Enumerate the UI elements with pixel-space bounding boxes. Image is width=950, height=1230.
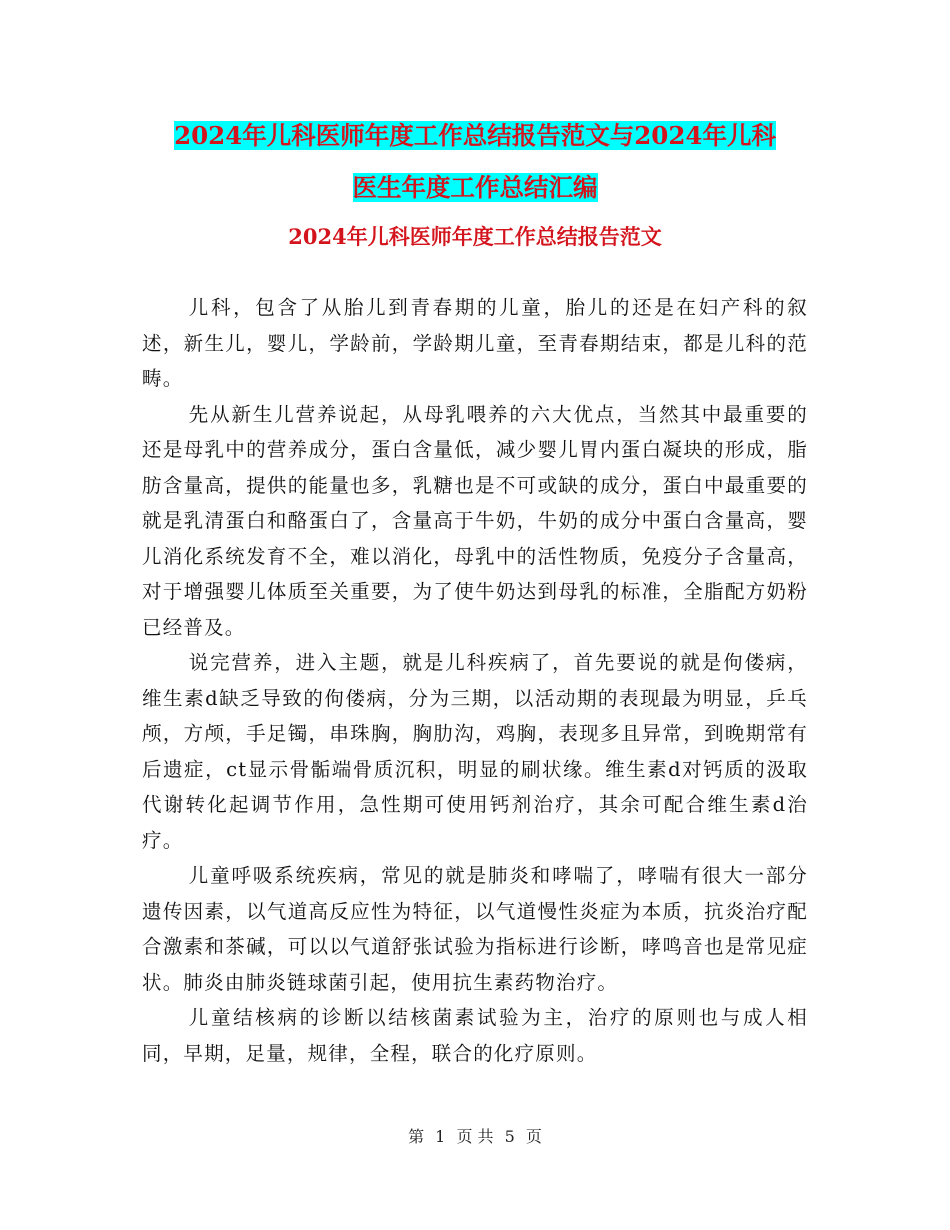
- paragraph-rickets: 说完营养，进入主题，就是儿科疾病了，首先要说的就是佝偻病，维生素d缺乏导致的佝偻病，分为三期，以活动期的表现最为明显，乒乓颅，方颅，手足镯，串珠胸，胸肋沟，鸡胸，表现多且异常，到晚期常有后遗症，ct显示骨骺端骨质沉积，明显的刷状缘。维生素d对钙质的汲取代谢转化起调节作用，急性期可使用钙剂治疗，其余可配合维生素d治疗。: [142, 651, 808, 852]
- footer-middle: 页 共: [456, 1127, 494, 1146]
- footer-total-pages: 5: [504, 1127, 515, 1146]
- paragraph-tuberculosis: 儿童结核病的诊断以结核菌素试验为主，治疗的原则也与成人相同，早期，足量，规律，全程，联合的化疗原则。: [142, 1006, 808, 1065]
- document-title-line2: 医生年度工作总结汇编: [352, 173, 598, 202]
- page-footer: [0, 1124, 950, 1147]
- document-body: [142, 290, 808, 1071]
- footer-suffix: 页: [525, 1127, 542, 1146]
- document-title-line1: 2024年儿科医师年度工作总结报告范文与2024年儿科: [174, 121, 776, 150]
- paragraph-respiratory: 儿童呼吸系统疾病，常见的就是肺炎和哮喘了，哮喘有很大一部分遗传因素，以气道高反应性为特征，以气道慢性炎症为本质，抗炎治疗配合激素和茶碱，可以以气道舒张试验为指标进行诊断，哮鸣音也是常见症状。肺炎由肺炎链球菌引起，使用抗生素药物治疗。: [142, 864, 808, 994]
- footer-prefix: 第: [408, 1127, 425, 1146]
- paragraph-intro: 儿科，包含了从胎儿到青春期的儿童，胎儿的还是在妇产科的叙述，新生儿，婴儿，学龄前，学龄期儿童，至青春期结束，都是儿科的范畴。: [142, 296, 808, 390]
- document-title: [140, 110, 810, 214]
- paragraph-nutrition: 先从新生儿营养说起，从母乳喂养的六大优点，当然其中最重要的还是母乳中的营养成分，蛋白含量低，减少婴儿胃内蛋白凝块的形成，脂肪含量高，提供的能量也多，乳糖也是不可或缺的成分，蛋白中最重要的就是乳清蛋白和酪蛋白了，含量高于牛奶，牛奶的成分中蛋白含量高，婴儿消化系统发育不全，难以消化，母乳中的活性物质，免疫分子含量高，对于增强婴儿体质至关重要，为了使牛奶达到母乳的标准，全脂配方奶粉已经普及。: [142, 402, 808, 639]
- footer-page-number: 1: [435, 1127, 446, 1146]
- section-title: 2024年儿科医师年度工作总结报告范文: [288, 224, 662, 249]
